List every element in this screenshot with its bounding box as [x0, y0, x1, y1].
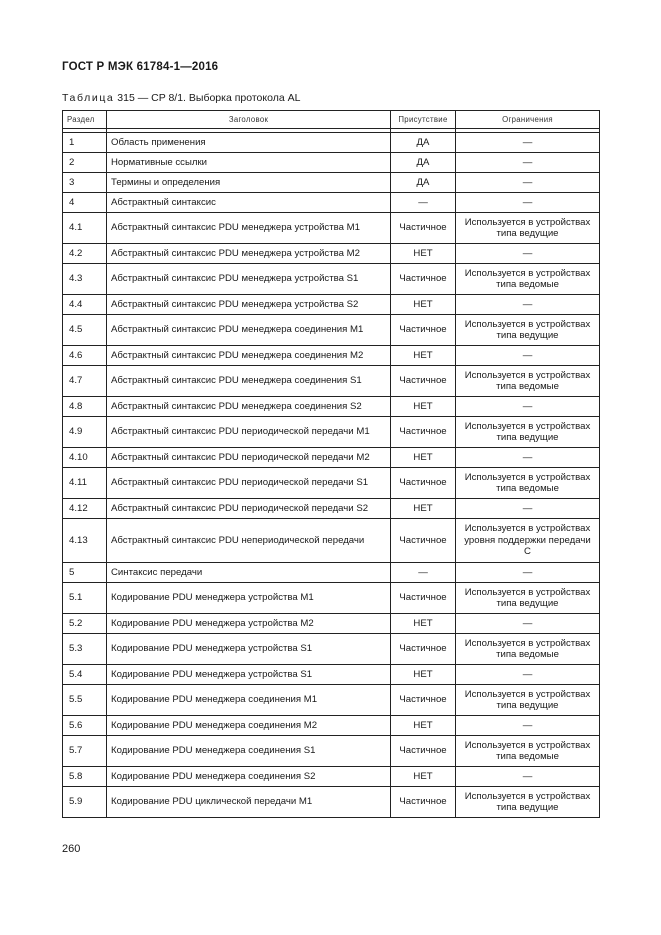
table-row — [63, 213, 600, 244]
table-body — [63, 129, 600, 818]
cell-title: Абстрактный синтаксис PDU менеджера соединения S2 — [107, 397, 391, 417]
cell-restrictions: Используется в устройствах типа ведомые — [456, 634, 600, 665]
table-row — [63, 448, 600, 468]
cell-presence: Частичное — [391, 468, 456, 499]
cell-presence: НЕТ — [391, 295, 456, 315]
column-header-restrictions: Ограничения — [456, 111, 600, 129]
cell-presence: НЕТ — [391, 244, 456, 264]
cell-restrictions: Используется в устройствах типа ведущие — [456, 315, 600, 346]
cell-presence: Частичное — [391, 366, 456, 397]
cell-section: 3 — [63, 173, 107, 193]
cell-presence: ДА — [391, 153, 456, 173]
cell-title: Кодирование PDU менеджера устройства S1 — [107, 665, 391, 685]
cell-presence: НЕТ — [391, 499, 456, 519]
cell-section: 4.4 — [63, 295, 107, 315]
cell-title: Абстрактный синтаксис — [107, 193, 391, 213]
cell-restrictions: — — [456, 244, 600, 264]
document-header: ГОСТ Р МЭК 61784-1—2016 — [62, 61, 219, 73]
cell-restrictions: — — [456, 173, 600, 193]
cell-title: Абстрактный синтаксис PDU периодической передачи M1 — [107, 417, 391, 448]
cell-restrictions: — — [456, 614, 600, 634]
table-row — [63, 295, 600, 315]
table-row — [63, 153, 600, 173]
cell-restrictions: — — [456, 193, 600, 213]
cell-section: 4.6 — [63, 346, 107, 366]
cell-section: 4.11 — [63, 468, 107, 499]
table-row — [63, 665, 600, 685]
cell-presence: — — [391, 193, 456, 213]
cell-presence: ДА — [391, 133, 456, 153]
cell-section: 5.8 — [63, 767, 107, 787]
cell-title: Термины и определения — [107, 173, 391, 193]
cell-section: 5.7 — [63, 736, 107, 767]
table-row — [63, 519, 600, 563]
cell-title: Абстрактный синтаксис PDU менеджера устройства S2 — [107, 295, 391, 315]
cell-presence: ДА — [391, 173, 456, 193]
table-row — [63, 736, 600, 767]
cell-restrictions: — — [456, 767, 600, 787]
cell-restrictions: Используется в устройствах типа ведущие — [456, 213, 600, 244]
cell-restrictions: Используется в устройствах типа ведущие — [456, 685, 600, 716]
column-header-presence: Присутствие — [391, 111, 456, 129]
cell-section: 5.2 — [63, 614, 107, 634]
cell-restrictions: — — [456, 448, 600, 468]
table-row — [63, 716, 600, 736]
cell-section: 5.5 — [63, 685, 107, 716]
cell-section: 4.3 — [63, 264, 107, 295]
cell-presence: Частичное — [391, 787, 456, 818]
cell-restrictions: — — [456, 133, 600, 153]
cell-section: 5 — [63, 563, 107, 583]
cell-presence: Частичное — [391, 736, 456, 767]
table-row — [63, 133, 600, 153]
table-row — [63, 193, 600, 213]
cell-title: Кодирование PDU циклической передачи M1 — [107, 787, 391, 818]
cell-title: Абстрактный синтаксис PDU периодической передачи S1 — [107, 468, 391, 499]
table-row — [63, 264, 600, 295]
cell-section: 5.9 — [63, 787, 107, 818]
cell-restrictions: — — [456, 716, 600, 736]
cell-restrictions: Используется в устройствах типа ведомые — [456, 468, 600, 499]
cell-section: 4.9 — [63, 417, 107, 448]
table-row — [63, 685, 600, 716]
cell-presence: НЕТ — [391, 448, 456, 468]
cell-section: 4.5 — [63, 315, 107, 346]
cell-presence: НЕТ — [391, 614, 456, 634]
cell-restrictions: — — [456, 499, 600, 519]
cell-presence: НЕТ — [391, 767, 456, 787]
cell-title: Кодирование PDU менеджера соединения S2 — [107, 767, 391, 787]
table-row — [63, 563, 600, 583]
cell-section: 4.1 — [63, 213, 107, 244]
cell-restrictions: — — [456, 397, 600, 417]
cell-restrictions: Используется в устройствах типа ведомые — [456, 736, 600, 767]
cell-presence: Частичное — [391, 315, 456, 346]
cell-title: Синтаксис передачи — [107, 563, 391, 583]
cell-presence: — — [391, 563, 456, 583]
cell-section: 5.3 — [63, 634, 107, 665]
cell-presence: Частичное — [391, 685, 456, 716]
cell-title: Абстрактный синтаксис PDU менеджера соединения S1 — [107, 366, 391, 397]
cell-presence: Частичное — [391, 583, 456, 614]
cell-restrictions: — — [456, 665, 600, 685]
column-header-section: Раздел — [63, 111, 107, 129]
cell-section: 5.6 — [63, 716, 107, 736]
table-caption — [62, 92, 300, 104]
cell-restrictions: — — [456, 346, 600, 366]
cell-restrictions: Используется в устройствах типа ведомые — [456, 264, 600, 295]
cell-title: Кодирование PDU менеджера соединения S1 — [107, 736, 391, 767]
cell-presence: Частичное — [391, 634, 456, 665]
protocol-selection-table — [62, 110, 600, 818]
cell-presence: НЕТ — [391, 665, 456, 685]
cell-section: 1 — [63, 133, 107, 153]
table-row — [63, 583, 600, 614]
cell-section: 4.10 — [63, 448, 107, 468]
table-row — [63, 244, 600, 264]
table-header-row — [63, 111, 600, 129]
cell-section: 4.12 — [63, 499, 107, 519]
cell-section: 4.13 — [63, 519, 107, 563]
cell-section: 5.4 — [63, 665, 107, 685]
cell-title: Кодирование PDU менеджера устройства M2 — [107, 614, 391, 634]
cell-section: 4.7 — [63, 366, 107, 397]
cell-title: Область применения — [107, 133, 391, 153]
cell-restrictions: Используется в устройствах типа ведущие — [456, 417, 600, 448]
cell-title: Абстрактный синтаксис PDU менеджера соединения M1 — [107, 315, 391, 346]
cell-presence: Частичное — [391, 264, 456, 295]
cell-title: Абстрактный синтаксис PDU менеджера устройства M2 — [107, 244, 391, 264]
cell-presence: НЕТ — [391, 716, 456, 736]
table-row — [63, 417, 600, 448]
cell-section: 4.8 — [63, 397, 107, 417]
cell-restrictions: Используется в устройствах уровня поддержки передачи С — [456, 519, 600, 563]
table-row — [63, 346, 600, 366]
table-row — [63, 767, 600, 787]
table-row — [63, 614, 600, 634]
cell-title: Абстрактный синтаксис PDU периодической передачи S2 — [107, 499, 391, 519]
cell-restrictions: Используется в устройствах типа ведомые — [456, 366, 600, 397]
cell-restrictions: Используется в устройствах типа ведущие — [456, 787, 600, 818]
cell-title: Абстрактный синтаксис PDU менеджера устройства S1 — [107, 264, 391, 295]
page-number: 260 — [62, 843, 81, 855]
cell-presence: Частичное — [391, 213, 456, 244]
table-caption-text: 315 — CP 8/1. Выборка протокола AL — [117, 92, 301, 104]
cell-restrictions: — — [456, 295, 600, 315]
table-row — [63, 468, 600, 499]
table-row — [63, 499, 600, 519]
table-row — [63, 397, 600, 417]
table-caption-prefix: Таблица — [62, 92, 115, 104]
cell-restrictions: — — [456, 153, 600, 173]
cell-title: Нормативные ссылки — [107, 153, 391, 173]
cell-presence: НЕТ — [391, 346, 456, 366]
table-row — [63, 173, 600, 193]
column-header-title: Заголовок — [107, 111, 391, 129]
cell-presence: НЕТ — [391, 397, 456, 417]
cell-title: Кодирование PDU менеджера устройства S1 — [107, 634, 391, 665]
cell-section: 2 — [63, 153, 107, 173]
table-row — [63, 315, 600, 346]
table-row — [63, 366, 600, 397]
cell-title: Абстрактный синтаксис PDU периодической передачи M2 — [107, 448, 391, 468]
cell-title: Абстрактный синтаксис PDU менеджера устройства M1 — [107, 213, 391, 244]
cell-title: Абстрактный синтаксис PDU непериодической передачи — [107, 519, 391, 563]
cell-presence: Частичное — [391, 417, 456, 448]
cell-title: Абстрактный синтаксис PDU менеджера соединения M2 — [107, 346, 391, 366]
cell-presence: Частичное — [391, 519, 456, 563]
cell-restrictions: Используется в устройствах типа ведущие — [456, 583, 600, 614]
table-row — [63, 787, 600, 818]
cell-section: 4.2 — [63, 244, 107, 264]
cell-title: Кодирование PDU менеджера устройства M1 — [107, 583, 391, 614]
cell-section: 4 — [63, 193, 107, 213]
cell-restrictions: — — [456, 563, 600, 583]
cell-title: Кодирование PDU менеджера соединения M2 — [107, 716, 391, 736]
cell-title: Кодирование PDU менеджера соединения M1 — [107, 685, 391, 716]
table-row — [63, 634, 600, 665]
cell-section: 5.1 — [63, 583, 107, 614]
